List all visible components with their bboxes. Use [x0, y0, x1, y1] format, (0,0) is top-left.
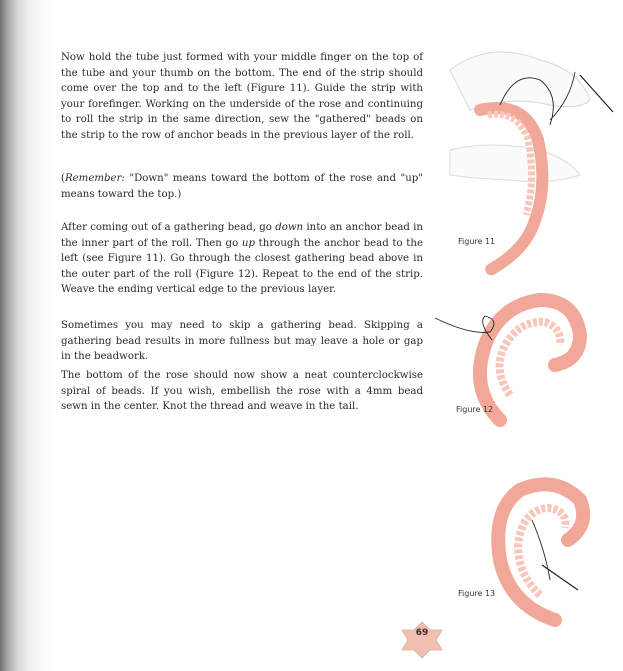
remember-close: ) [177, 188, 182, 200]
figure-13-label: Figure 13 [458, 589, 496, 598]
paragraph-5: The bottom of the rose should now show a neat counterclockwise spiral of beads. If you wish, embellish the rose with a 4mm bead sewn in the center. Knot the thread and weave in the tail. [61, 370, 423, 413]
paragraph-4: Sometimes you may need to skip a gathering bead. Skipping a gathering bead results in more fullness but may leave a hole or gap in the beadwork. [61, 320, 423, 363]
page-number-ornament [398, 620, 446, 660]
bead-spiral-12 [480, 300, 580, 420]
figure-11-label: Figure 11 [458, 237, 496, 246]
p3-down: down [275, 222, 304, 233]
page-number-badge [398, 620, 446, 660]
remember-open: ( [61, 173, 65, 184]
figure-12-label: Figure 12 [456, 405, 494, 414]
needle-thread-13 [532, 520, 550, 580]
p3-part-c: through the anchor bead to the left (see Figure 11). Go through the closest gathering bead above in the outer part of the roll (Figure 12). Repeat to the end of the strip. Weave the ending vertical edge to the previous layer. [61, 237, 423, 296]
figures-illustration [430, 0, 623, 671]
p3-part-a: After coming out of a gathering bead, go [61, 222, 276, 233]
remember-label: Remember: [64, 173, 125, 184]
bead-spiral-12-inner [500, 322, 561, 395]
needle-13 [542, 565, 578, 590]
figure-12-illustration [435, 300, 580, 420]
hand-thumb [450, 145, 580, 182]
p3-part-b: into an anchor bead in the inner part of the roll. Then go [61, 222, 423, 249]
page-number: 69 [415, 628, 429, 638]
figure-13-illustration [498, 484, 583, 620]
paragraph-3 [61, 220, 423, 298]
p3-up: up [241, 237, 255, 249]
paragraph-remember [61, 171, 423, 202]
bead-spiral-13-inner [518, 508, 565, 595]
remember-text: "Down" means toward the bottom of the rose and "up" means toward the top. [61, 173, 423, 200]
bead-spiral-13 [498, 484, 583, 620]
paragraph-1: Now hold the tube just formed with your middle finger on the top of the tube and your thumb on the bottom. The end of the strip should come over the top and to the left (Figure 11). Guide the strip with your forefinger. Working on the underside of the rose and continuing to roll the strip in the same direction, sew the "gathered" beads on the strip to the row of anchor beads in the previous layer of the roll. [61, 52, 423, 141]
hand-finger-top [450, 52, 590, 110]
